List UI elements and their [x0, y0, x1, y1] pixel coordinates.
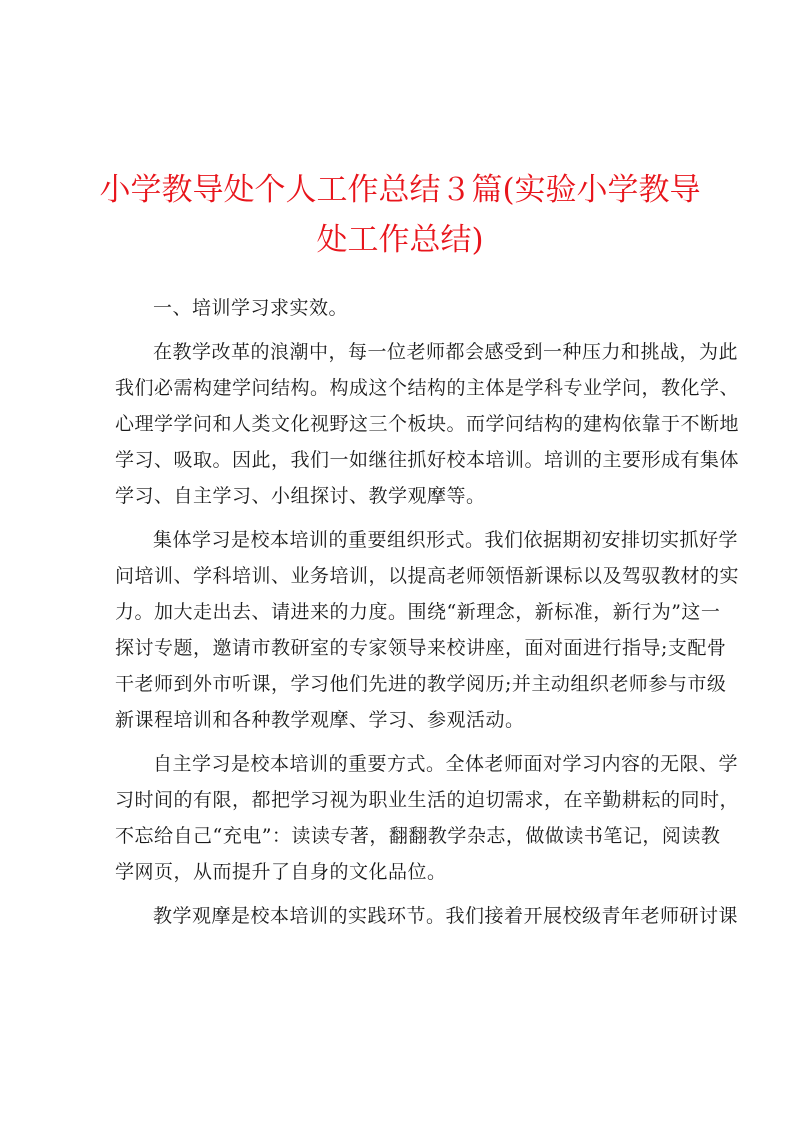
paragraph-1-line-5: 学习、自主学习、小组探讨、教学观摩等。 — [115, 485, 486, 507]
paragraph-3-line-3: 不忘给自己“充电”：读读专著，翻翻教学杂志，做做读书笔记，阅读教 — [115, 825, 721, 847]
section-heading: 一、培训学习求实效。 — [153, 297, 349, 319]
paragraph-3-line-2: 习时间的有限，都把学习视为职业生活的迫切需求，在辛勤耕耘的同时， — [115, 789, 740, 811]
paragraph-1-line-4: 学习、吸取。因此，我们一如继往抓好校本培训。培训的主要形成有集体 — [115, 449, 740, 471]
paragraph-3-line-1: 自主学习是校本培训的重要方式。全体老师面对学习内容的无限、学 — [153, 753, 739, 775]
paragraph-2-line-2: 问培训、学科培训、业务培训，以提高老师领悟新课标以及驾驭教材的实 — [115, 565, 740, 587]
document-title-line-1: 小学教导处个人工作总结３篇(实验小学教导 — [99, 172, 701, 208]
paragraph-1-line-2: 我们必需构建学问结构。构成这个结构的主体是学科专业学问，教化学、 — [115, 377, 740, 399]
paragraph-3-line-4: 学网页，从而提升了自身的文化品位。 — [115, 861, 447, 883]
paragraph-2-line-1: 集体学习是校本培训的重要组织形式。我们依据期初安排切实抓好学 — [153, 529, 739, 551]
paragraph-2-line-5: 干老师到外市听课，学习他们先进的教学阅历;并主动组织老师参与市级 — [115, 673, 727, 695]
paragraph-1-line-3: 心理学学问和人类文化视野这三个板块。而学问结构的建构依靠于不断地 — [115, 413, 740, 435]
paragraph-1-line-1: 在教学改革的浪潮中，每一位老师都会感受到一种压力和挑战，为此 — [153, 341, 739, 363]
paragraph-2-line-4: 探讨专题，邀请市教研室的专家领导来校讲座，面对面进行指导;支配骨 — [115, 637, 727, 659]
paragraph-4-line-1: 教学观摩是校本培训的实践环节。我们接着开展校级青年老师研讨课 — [153, 905, 739, 927]
document-title-line-2: 处工作总结) — [316, 222, 484, 258]
paragraph-2-line-3: 力。加大走出去、请进来的力度。围绕“新理念，新标准，新行为”这一 — [115, 601, 721, 623]
paragraph-2-line-6: 新课程培训和各种教学观摩、学习、参观活动。 — [115, 709, 525, 731]
